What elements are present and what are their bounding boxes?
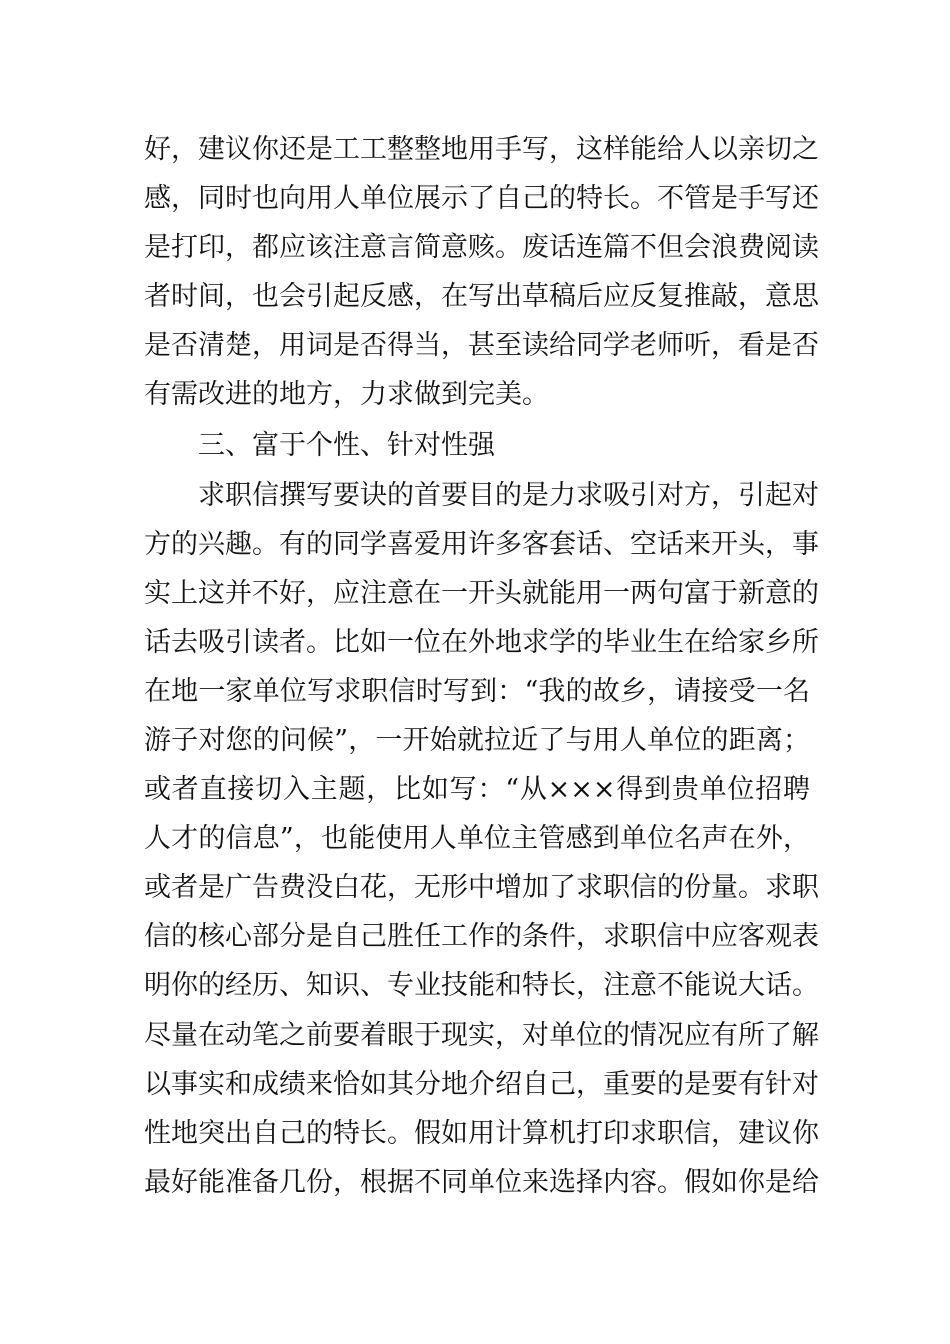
text-line: 信的核心部分是自己胜任工作的条件，求职信中应客观表 — [144, 921, 819, 952]
paragraph-first-line: 求职信撰写要诀的首要目的是力求吸引对方，引起对 — [198, 480, 819, 511]
text-line: 明你的经历、知识、专业技能和特长，注意不能说大话。 — [144, 970, 819, 1001]
text-line: 是否清楚，用词是否得当，甚至读给同学老师听，看是否 — [144, 330, 819, 361]
text-line: 尽量在动笔之前要着眼于现实，对单位的情况应有所了解 — [144, 1020, 819, 1051]
text-line: 人才的信息”，也能使用人单位主管感到单位名声在外， — [144, 823, 810, 854]
text-line: 或者直接切入主题，比如写：“从×××得到贵单位招聘 — [144, 774, 810, 805]
section-heading: 三、富于个性、针对性强 — [198, 430, 495, 461]
text-line: 性地突出自己的特长。假如用计算机打印求职信，建议你 — [144, 1118, 819, 1149]
text-line: 或者是广告费没白花，无形中增加了求职信的份量。求职 — [144, 872, 819, 903]
text-line: 者时间，也会引起反感，在写出草稿后应反复推敲，意思 — [144, 281, 819, 312]
text-line: 游子对您的问候”，一开始就拉近了与用人单位的距离； — [144, 725, 810, 756]
text-line: 有需改进的地方，力求做到完美。 — [144, 379, 549, 410]
text-line: 话去吸引读者。比如一位在外地求学的毕业生在给家乡所 — [144, 627, 819, 658]
text-line: 感，同时也向用人单位展示了自己的特长。不管是手写还 — [144, 183, 819, 214]
text-line: 是打印，都应该注意言简意赅。废话连篇不但会浪费阅读 — [144, 232, 819, 263]
text-line: 以事实和成绩来恰如其分地介绍自己，重要的是要有针对 — [144, 1069, 819, 1100]
text-line: 在地一家单位写求职信时写到：“我的故乡，请接受一名 — [144, 676, 810, 707]
text-line: 好，建议你还是工工整整地用手写，这样能给人以亲切之 — [144, 134, 819, 165]
text-line: 实上这并不好，应注意在一开头就能用一两句富于新意的 — [144, 578, 819, 609]
text-line: 最好能准备几份，根据不同单位来选择内容。假如你是给 — [144, 1167, 819, 1198]
text-line: 方的兴趣。有的同学喜爱用许多客套话、空话来开头，事 — [144, 529, 819, 560]
